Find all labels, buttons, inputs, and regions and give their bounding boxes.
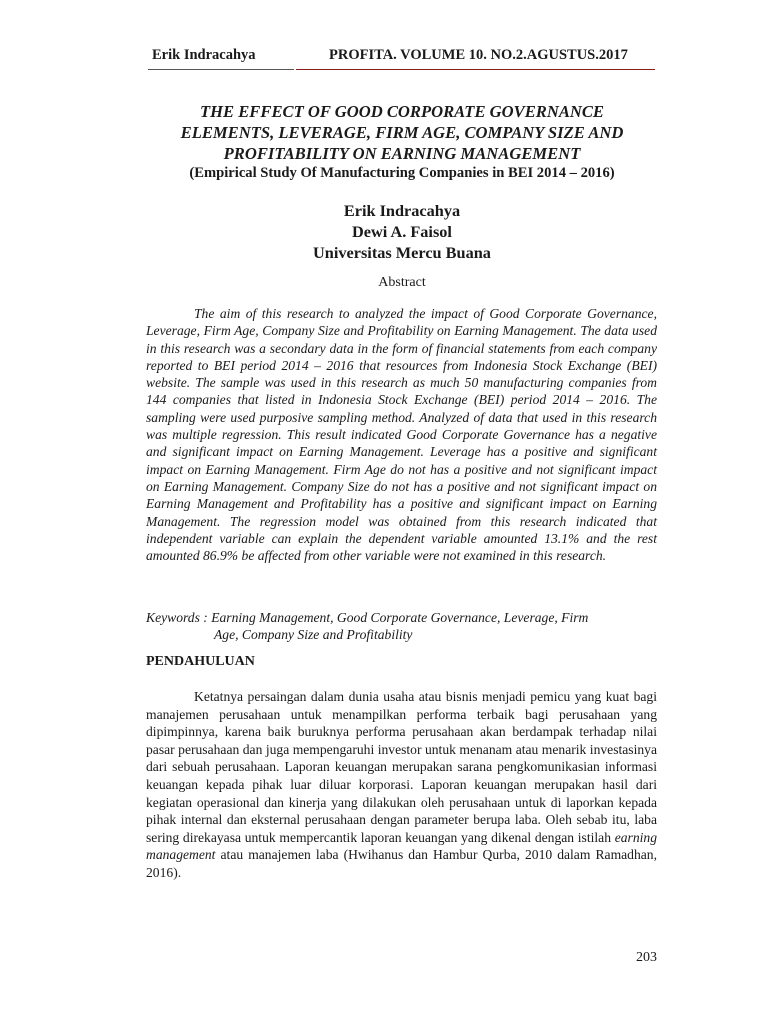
title-line-2: ELEMENTS, LEVERAGE, FIRM AGE, COMPANY SIZE AND xyxy=(180,123,624,142)
abstract-heading: Abstract xyxy=(378,275,426,290)
affiliation: Universitas Mercu Buana xyxy=(313,243,491,262)
title-block xyxy=(140,101,664,183)
running-header xyxy=(152,47,652,71)
body-text-part-1: Ketatnya persaingan dalam dunia usaha atau bisnis menjadi pemicu yang kuat bagi manajemen perusahaan untuk menampilkan performa terbaik bagi perusahaan yang dipimpinnya, karena baik buruknya performa perusahaan akan berdampak terhadap nilai pasar perusahaan dan juga mempengaruhi investor untuk menanam atau menarik investasinya dari sebuah perusahaan. Laporan keuangan merupakan sarana pengkomunikasian informasi keuangan kepada pihak luar diluar korporasi. Laporan keuangan merupakan hasil dari kegiatan operasional dan kinerja yang dilakukan oleh perusahaan untuk di laporkan kepada pihak internal dan eksternal perusahaan dengan parameter berupa laba. Oleh sebab itu, laba sering direkayasa untuk mempercantik laporan keuangan yang dikenal dengan istilah xyxy=(146,689,657,845)
author-2: Dewi A. Faisol xyxy=(352,222,452,241)
page-number: 203 xyxy=(636,950,657,965)
keywords-line-1: Keywords : Earning Management, Good Corporate Governance, Leverage, Firm xyxy=(146,610,589,625)
subtitle: (Empirical Study Of Manufacturing Companies in BEI 2014 – 2016) xyxy=(189,165,615,181)
author-block xyxy=(140,200,664,263)
section-heading: PENDAHULUAN xyxy=(146,654,255,669)
keywords-line-2: Age, Company Size and Profitability xyxy=(214,627,413,643)
body-paragraph xyxy=(146,688,657,882)
keywords xyxy=(146,609,657,644)
body-text-emphasis: earning management xyxy=(146,829,657,863)
header-journal: PROFITA. VOLUME 10. NO.2.AGUSTUS.2017 xyxy=(329,47,628,63)
body-text-part-2: atau manajemen laba (Hwihanus dan Hambur Qurba, 2010 dalam Ramadhan, 2016). xyxy=(146,847,657,880)
header-rule-right xyxy=(296,69,655,70)
abstract-text: The aim of this research to analyzed the impact of Good Corporate Governance, Leverage, Firm Age, Company Size and Profitability on Earning Management. The data used in this research was a secondary data in the form of financial statements from each company reported to BEI period 2014 – 2016 that resources from Indonesia Stock Exchange (BEI) website. The sample was used in this research as much 50 manufacturing companies from 144 companies that listed in Indonesia Stock Exchange (BEI) period 2014 – 2016. The sampling were used purposive sampling method. Analyzed of data that used in this research was multiple regression. This result indicated Good Corporate Governance has a negative and significant impact on Earning Management. Leverage has a positive and significant impact on Earning Management. Firm Age do not has a positive and not significant impact on Earning Management. Company Size do not has a positive and not significant impact on Earning Management and Profitability has a positive and significant impact on Earning Management. The regression model was obtained from this research indicated that independent variable can explain the dependent variable amounted 13.1% and the rest amounted 86.9% be affected from other variable were not examined in this research. xyxy=(146,306,657,564)
title-line-3: PROFITABILITY ON EARNING MANAGEMENT xyxy=(223,144,581,163)
header-author: Erik Indracahya xyxy=(152,47,256,63)
title-line-1: THE EFFECT OF GOOD CORPORATE GOVERNANCE xyxy=(199,102,605,121)
author-1: Erik Indracahya xyxy=(343,201,461,220)
header-rule-left xyxy=(148,69,294,70)
